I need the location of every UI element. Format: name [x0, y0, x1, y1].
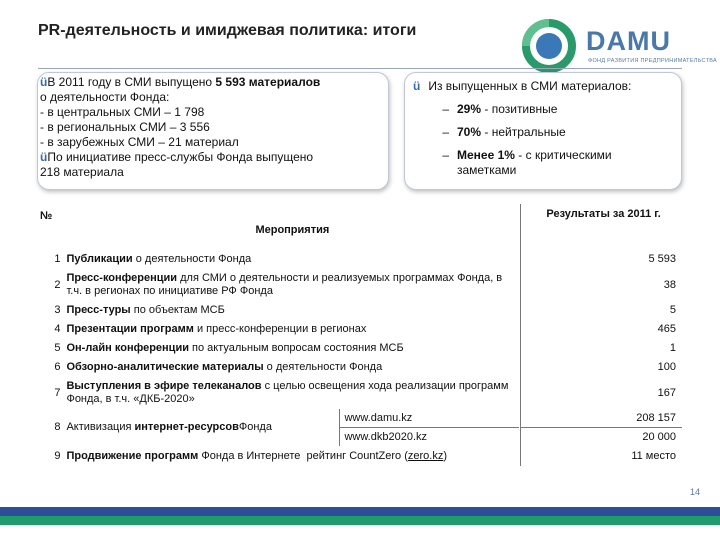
- footer-band-blue: [0, 507, 720, 516]
- right-item-1: – 29% - позитивные: [442, 102, 558, 116]
- events-table-frame: [38, 204, 682, 466]
- site-dkb2020: www.dkb2020.kz: [344, 431, 427, 443]
- title-divider: [38, 68, 682, 69]
- header-result: Результаты за 2011 г.: [546, 208, 661, 220]
- page-number: 14: [690, 487, 701, 497]
- damu-ring-icon: [518, 16, 580, 74]
- table-row: 3 Пресс-туры по объектам МСБ 5: [38, 301, 682, 320]
- site-damu: www.damu.kz: [340, 409, 519, 428]
- logo-text: DAMU: [586, 26, 671, 56]
- left-line-3: - в центральных СМИ – 1 798: [40, 105, 205, 119]
- summary-box-right: [404, 72, 682, 190]
- zero-kz-link[interactable]: zero.kz: [407, 449, 444, 462]
- check-icon: ü: [40, 75, 48, 89]
- header-no: №: [40, 210, 53, 222]
- damu-logo: [518, 16, 718, 74]
- left-line-6: üПо инициативе пресс-службы Фонда выпущено: [40, 150, 314, 164]
- right-intro: ü Из выпущенных в СМИ материалов:: [413, 79, 632, 93]
- check-icon: ü: [413, 79, 421, 93]
- events-table: [38, 204, 682, 466]
- table-row: 4 Презентации программ и пресс-конференции в регионах 465: [38, 320, 682, 339]
- page-title: PR-деятельность и имиджевая политика: итоги: [38, 22, 417, 39]
- right-item-2: – 70% - нейтральные: [442, 125, 566, 139]
- table-header-row: [38, 204, 682, 250]
- left-line-5: - в зарубежных СМИ – 21 материал: [40, 135, 239, 149]
- website-list: [339, 409, 519, 446]
- table-row: 1 Публикации о деятельности Фонда 5 593: [38, 250, 682, 269]
- left-line-2: о деятельности Фонда:: [40, 90, 170, 104]
- table-row: 7 Выступления в эфире телеканалов с целью освещения хода реализации программ Фонда, в т.ч. «ДКБ-2020» 167: [38, 377, 682, 409]
- table-row-internet: 8 Активизация интернет-ресурсов Фонда www.damu.kz www.dkb2020.kz 208 157 20 000: [38, 409, 682, 446]
- table-row: 2 Пресс-конференции для СМИ о деятельности и реализуемых программах Фонда, в т.ч. в регионах по инициативе РФ Фонда 38: [38, 269, 682, 301]
- left-line-4: - в региональных СМИ – 3 556: [40, 120, 210, 134]
- check-icon: ü: [40, 150, 48, 164]
- left-line-7: 218 материала: [40, 165, 124, 179]
- left-line-1: üВ 2011 году в СМИ выпущено 5 593 материалов: [40, 75, 321, 89]
- header-event: Мероприятия: [64, 204, 520, 250]
- table-row: 9 Продвижение программ Фонда в Интернете рейтинг CountZero (zero.kz) 11 место: [38, 446, 682, 466]
- summary-box-left: [37, 72, 389, 190]
- footer-band-green: [0, 516, 720, 525]
- table-row: 6 Обзорно-аналитические материалы о деятельности Фонда 100: [38, 358, 682, 377]
- table-row: 5 Он-лайн конференции по актуальным вопросам состояния МСБ 1: [38, 339, 682, 358]
- logo-subtitle: ФОНД РАЗВИТИЯ ПРЕДПРИНИМАТЕЛЬСТВА: [588, 58, 718, 64]
- right-item-3: – Менее 1% - с критическими заметками: [442, 148, 612, 177]
